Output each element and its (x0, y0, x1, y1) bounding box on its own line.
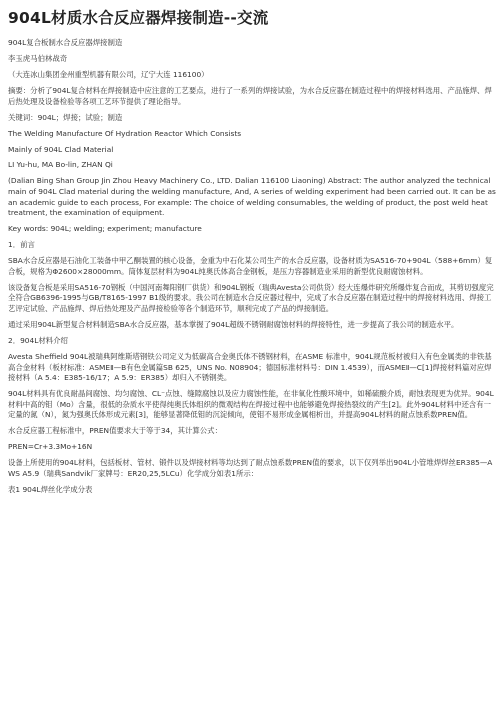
english-title-line-2: Mainly of 904L Clad Material (8, 144, 114, 154)
formula: PREN=Cr+3.3Mo+16N (8, 442, 93, 452)
affiliation: （大连冰山集团金州重型机器有限公司，辽宁大连 116100） (8, 69, 209, 79)
keywords-en: Key words: 904L; welding; experiment; manufacture (8, 224, 202, 234)
body-paragraph: SBA水合反应器是石油化工装备中甲乙酮装置的核心设备，金重为中石化某公司生产的水合反应器，设备材质为SA516-70+904L（588+6mm）复合板，规格为Φ2600×28000mm。筒体复层材料为904L纯奥氏体高合金钢板，是压力容器制造业采用的新型优良耐腐蚀材料。 (8, 256, 493, 276)
body-paragraph: 通过采用904L新型复合材料制造SBA水合反应器，基本掌握了904L超级不锈钢耐腐蚀材料的焊接特性，进一步提高了我公司的制造水平。 (8, 319, 459, 329)
abstract-cn: 摘要：分析了904L复合材料在焊接制造中应注意的工艺要点，进行了一系列的焊接试验，为水合反应器在制造过程中的焊接材料选用、产品施焊、焊后热处理及设备检验等各项工艺环节提供了理论指导。 (8, 85, 492, 106)
authors: 李玉虎马伯林战奇 (8, 53, 68, 63)
paper-title: 904L复合板制水合反应器焊接制造 (8, 38, 123, 47)
english-authors: LI Yu-hu, MA Bo-lin, ZHAN Qi (8, 160, 113, 170)
body-paragraph: 水合反应器工程标准中，PREN值要求大于等于34，其计算公式： (8, 426, 222, 436)
section-heading-2: 2．904L材料介绍 (8, 335, 68, 345)
abstract-en: (Dalian Bing Shan Group Jin Zhou Heavy Machinery Co., LTD. Dalian 116100 Liaoning) Abstract: The author analyzed the technical main of 904L Clad material during the welding manufacture, And, A series of welding experiment had been carried out. It can be as an academic guide to each process, For example: The choice of welding consumables, the welding of product, the post weld heat treatment, the examination of equipment. (8, 176, 496, 218)
body-paragraph: 该设备复合板是采用SA516-70钢板（中国河南舞阳钢厂供货）和904L钢板（瑞典Avesta公司供货）经大连爆炸研究所爆炸复合而成，其剪切强度完全符合GB6396-1995与GB/T8165-1997 B1级的要求。我公司在制造水合反应器过程中，完成了水合反应器在制造过程中的焊接材料选用、焊接工艺评定试验、产品施焊、焊后热处理及产品焊接检验等各个制造环节，顺利完成了产品的焊接制造。 (8, 282, 494, 313)
body-paragraph: Avesta Sheffield 904L被瑞典阿维斯塔钢铁公司定义为低碳高合金奥氏体不锈钢材料，在ASME 标准中，904L规范板材被归入有色金属类的非铁基高合金材料（板材标准：ASMEⅡ—B有色金属篇SB 625，UNS No. N08904；德国标准材料号：DIN 1.4539），而ASMEⅡ—C[1]焊接材料篇对应焊接材料（A 5.4：E385-16/17；A 5.9：ER385）却归入不锈钢类。 (8, 351, 492, 383)
table-caption: 表1 904L焊丝化学成分表 (8, 484, 93, 494)
section-heading-1: 1．前言 (8, 240, 35, 250)
body-paragraph: 设备上所使用的904L材料，包括板材、管材、锻件以及焊接材料等均达到了耐点蚀系数PREN值的要求，以下仅列举出904L小管堆焊焊丝ER385—AWS A5.9（瑞典Sandvik厂家牌号：ER20,25,5LCu）化学成分如表1所示： (8, 458, 493, 478)
page-title: 904L材质水合反应器焊接制造--交流 (8, 9, 269, 27)
keywords-cn: 关键词：904L；焊接；试验；制造 (8, 112, 123, 122)
english-title-line-1: The Welding Manufacture Of Hydration Reactor Which Consists (8, 128, 242, 138)
body-paragraph: 904L材料具有优良耐晶间腐蚀、均匀腐蚀、CL⁻点蚀、缝隙腐蚀以及应力腐蚀性能，在非氧化性酸环境中，如稀硫酸介质，耐蚀表现更为优异。904L材料中高的钼（Mo）含量，很低的杂质水平使得纯奥氏体组织的微观结构在焊接过程中也能够避免焊接热裂纹的产生[2]。此外904L材料中还含有一定量的氮（N），氮为强奥氏体形成元素[3]，能够显著降低钼的沉淀倾向，使钼不易形成金属相析出，并提高904L材料的耐点蚀系数PREN值。 (8, 389, 494, 420)
